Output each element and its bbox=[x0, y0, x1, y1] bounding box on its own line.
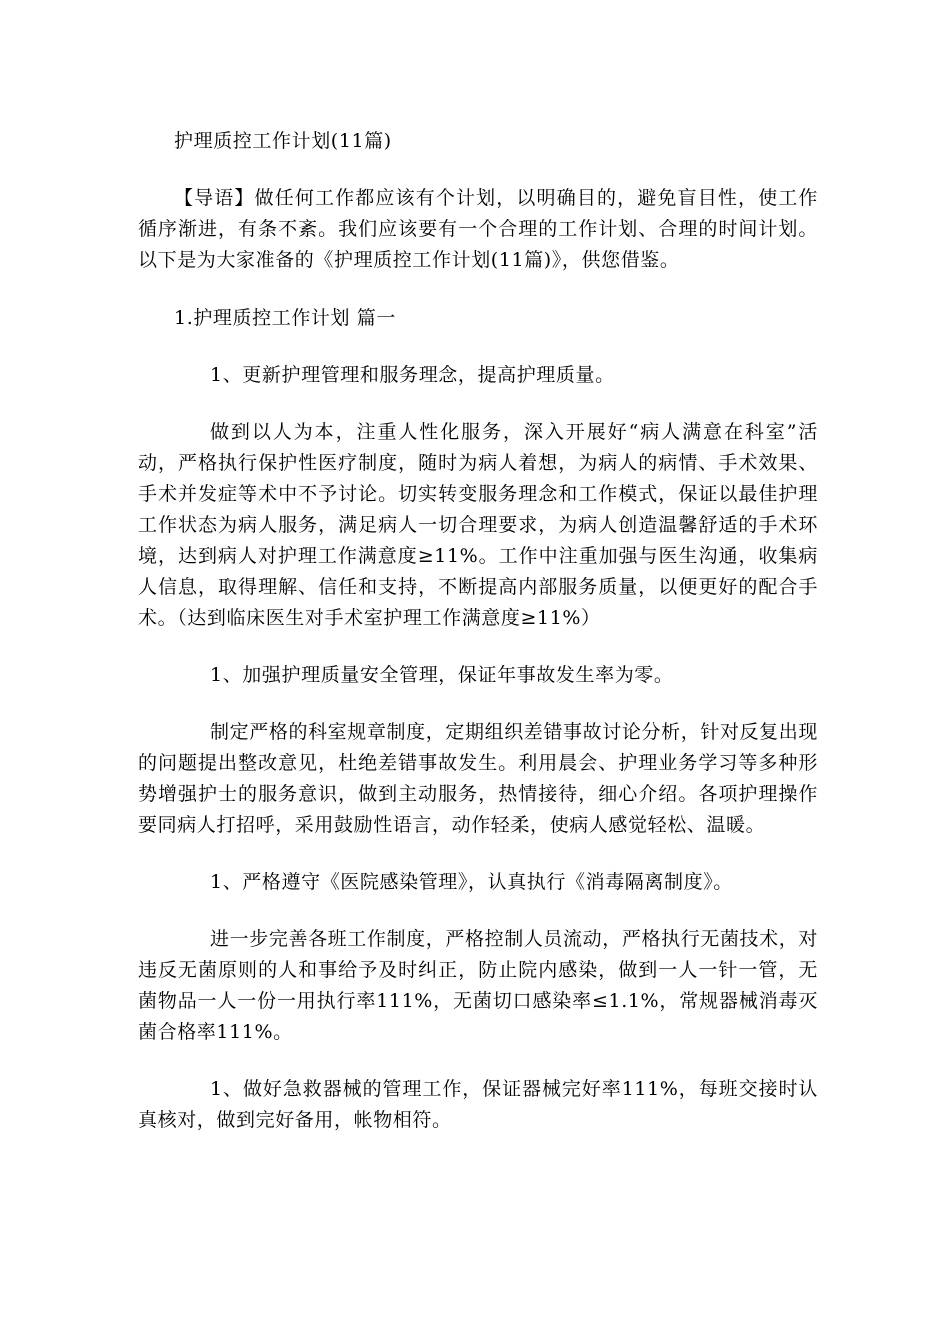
document-title: 护理质控工作计划(11篇) bbox=[174, 130, 392, 152]
document-page bbox=[138, 126, 818, 1162]
item-heading-1: 1、更新护理管理和服务理念，提高护理质量。 bbox=[210, 364, 615, 386]
item-heading-3: 1、严格遵守《医院感染管理》，认真执行《消毒隔离制度》。 bbox=[210, 871, 733, 893]
item-heading-2: 1、加强护理质量安全管理，保证年事故发生率为零。 bbox=[210, 664, 674, 686]
section-heading: 1.护理质控工作计划 篇一 bbox=[174, 307, 396, 329]
body-paragraph-3: 进一步完善各班工作制度，严格控制人员流动，严格执行无菌技术，对违反无菌原则的人和事给予及时纠正，防止院内感染，做到一人一针一管，无菌物品一人一份一用执行率111%，无菌切口感染率≤1.1%，常规器械消毒灭菌合格率111%。 bbox=[138, 928, 818, 1043]
intro-paragraph: 【导语】做任何工作都应该有个计划，以明确目的，避免盲目性，使工作循序渐进，有条不紊。我们应该要有一个合理的工作计划、合理的时间计划。以下是为大家准备的《护理质控工作计划(11篇)》，供您借鉴。 bbox=[138, 187, 818, 271]
item-heading-4: 1、做好急救器械的管理工作，保证器械完好率111%，每班交接时认真核对，做到完好备用，帐物相符。 bbox=[138, 1078, 818, 1131]
body-paragraph-1: 做到以人为本，注重人性化服务，深入开展好“病人满意在科室”活动，严格执行保护性医疗制度，随时为病人着想，为病人的病情、手术效果、手术并发症等术中不予讨论。切实转变服务理念和工作模式，保证以最佳护理工作状态为病人服务，满足病人一切合理要求，为病人创造温馨舒适的手术环境，达到病人对护理工作满意度≥11%。工作中注重加强与医生沟通，收集病人信息，取得理解、信任和支持，不断提高内部服务质量，以便更好的配合手术。（达到临床医生对手术室护理工作满意度≥11%） bbox=[138, 421, 818, 629]
body-paragraph-2: 制定严格的科室规章制度，定期组织差错事故讨论分析，针对反复出现的问题提出整改意见，杜绝差错事故发生。利用晨会、护理业务学习等多种形势增强护士的服务意识，做到主动服务，热情接待，细心介绍。各项护理操作要同病人打招呼，采用鼓励性语言，动作轻柔，使病人感觉轻松、温暖。 bbox=[138, 721, 818, 836]
